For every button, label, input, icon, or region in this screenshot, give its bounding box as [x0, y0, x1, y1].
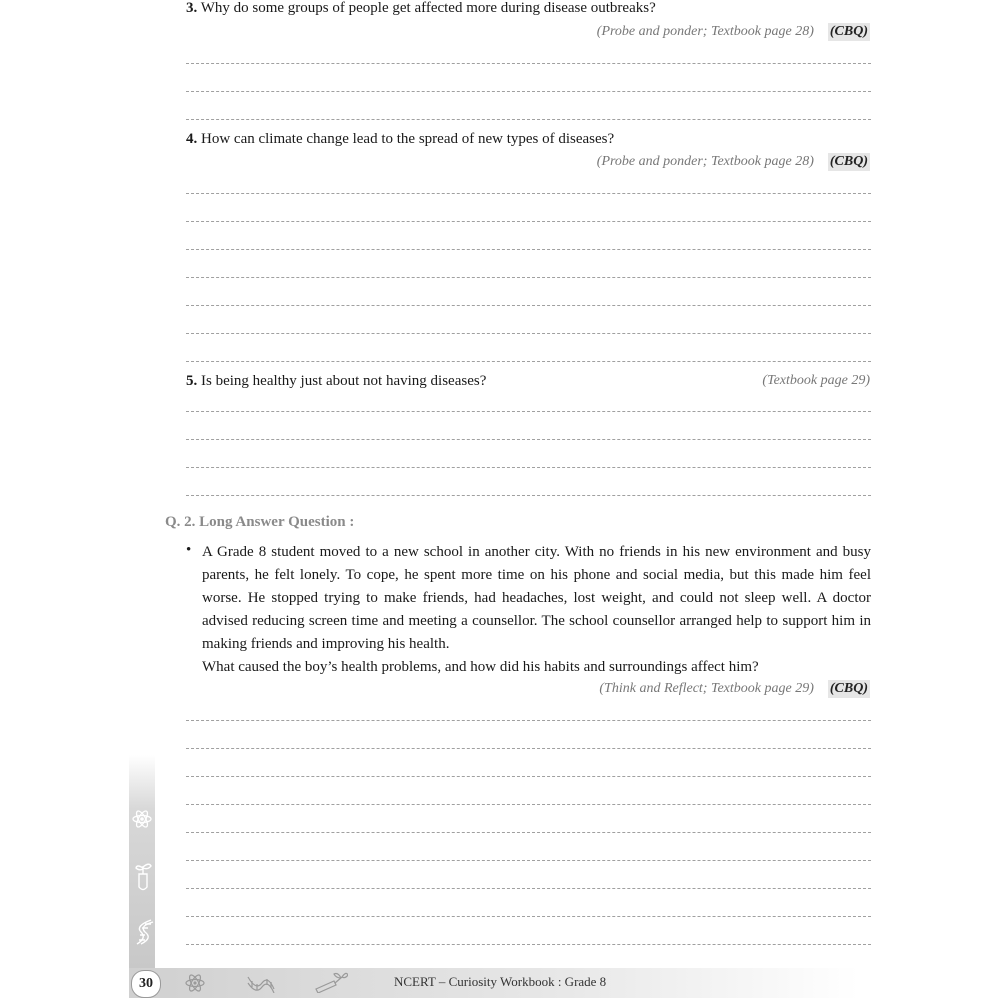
- question-text: Is being healthy just about not having diseases?: [201, 373, 487, 389]
- footer-title: NCERT – Curiosity Workbook : Grade 8: [394, 974, 607, 989]
- answer-line[interactable]: [186, 832, 871, 833]
- section-heading: Q. 2. Long Answer Question :: [165, 514, 355, 530]
- textbook-reference: (Think and Reflect; Textbook page 29): [599, 681, 814, 696]
- plant-test-tube-icon: [133, 862, 153, 892]
- textbook-reference: (Textbook page 29): [762, 373, 870, 388]
- cbq-tag: (CBQ): [829, 154, 868, 169]
- case-study-paragraph: A Grade 8 student moved to a new school in another city. With no friends in his new environment and busy parents, he felt lonely. To cope, he spent more time on his phone and social media, but this made him feel worse. He stopped trying to make friends, had headaches, lost weight, and could not sleep well. A doctor advised reducing screen time and meeting a counsellor. The school counsellor arranged help to support him in making friends and improving his health.: [202, 544, 871, 652]
- answer-line[interactable]: [186, 333, 871, 334]
- page-number: 30: [131, 970, 161, 998]
- answer-line[interactable]: [186, 277, 871, 278]
- question-number: 5.: [186, 373, 198, 389]
- atom-icon: [131, 808, 153, 830]
- long-answer-question: What caused the boy’s health problems, and how did his habits and surroundings affect him?: [202, 659, 759, 675]
- question-3: [186, 0, 656, 18]
- answer-line[interactable]: [186, 776, 871, 777]
- answer-line[interactable]: [186, 63, 871, 64]
- answer-line[interactable]: [186, 91, 871, 92]
- question-3-reference-line: [597, 22, 870, 42]
- question-number: 3.: [186, 0, 198, 16]
- answer-line[interactable]: [186, 860, 871, 861]
- answer-line[interactable]: [186, 221, 871, 222]
- question-4-reference-line: [597, 152, 870, 172]
- answer-line[interactable]: [186, 411, 871, 412]
- answer-line[interactable]: [186, 467, 871, 468]
- answer-line[interactable]: [186, 361, 871, 362]
- cbq-tag: (CBQ): [829, 24, 868, 39]
- answer-line[interactable]: [186, 305, 871, 306]
- answer-line[interactable]: [186, 748, 871, 749]
- question-number: 4.: [186, 131, 198, 147]
- dna-icon: [246, 973, 276, 993]
- dna-icon: [133, 918, 155, 946]
- answer-line[interactable]: [186, 944, 871, 945]
- textbook-reference: (Probe and ponder; Textbook page 28): [596, 24, 814, 39]
- answer-line[interactable]: [186, 888, 871, 889]
- plant-test-tube-icon: [314, 971, 348, 993]
- answer-line[interactable]: [186, 439, 871, 440]
- answer-line[interactable]: [186, 495, 871, 496]
- cbq-tag: (CBQ): [829, 681, 868, 696]
- question-text: How can climate change lead to the spread of new types of diseases?: [201, 131, 615, 147]
- long-answer-reference-line: [599, 679, 870, 699]
- textbook-reference: (Probe and ponder; Textbook page 28): [596, 154, 814, 169]
- answer-line[interactable]: [186, 249, 871, 250]
- question-5: [186, 371, 486, 391]
- answer-line[interactable]: [186, 720, 871, 721]
- atom-icon: [184, 972, 206, 994]
- question-5-reference-line: [762, 371, 870, 391]
- question-text: Why do some groups of people get affected more during disease outbreaks?: [200, 0, 656, 16]
- answer-line[interactable]: [186, 804, 871, 805]
- answer-line[interactable]: [186, 119, 871, 120]
- question-4: [186, 129, 614, 149]
- bullet-point: •: [186, 542, 192, 558]
- answer-line[interactable]: [186, 916, 871, 917]
- answer-line[interactable]: [186, 193, 871, 194]
